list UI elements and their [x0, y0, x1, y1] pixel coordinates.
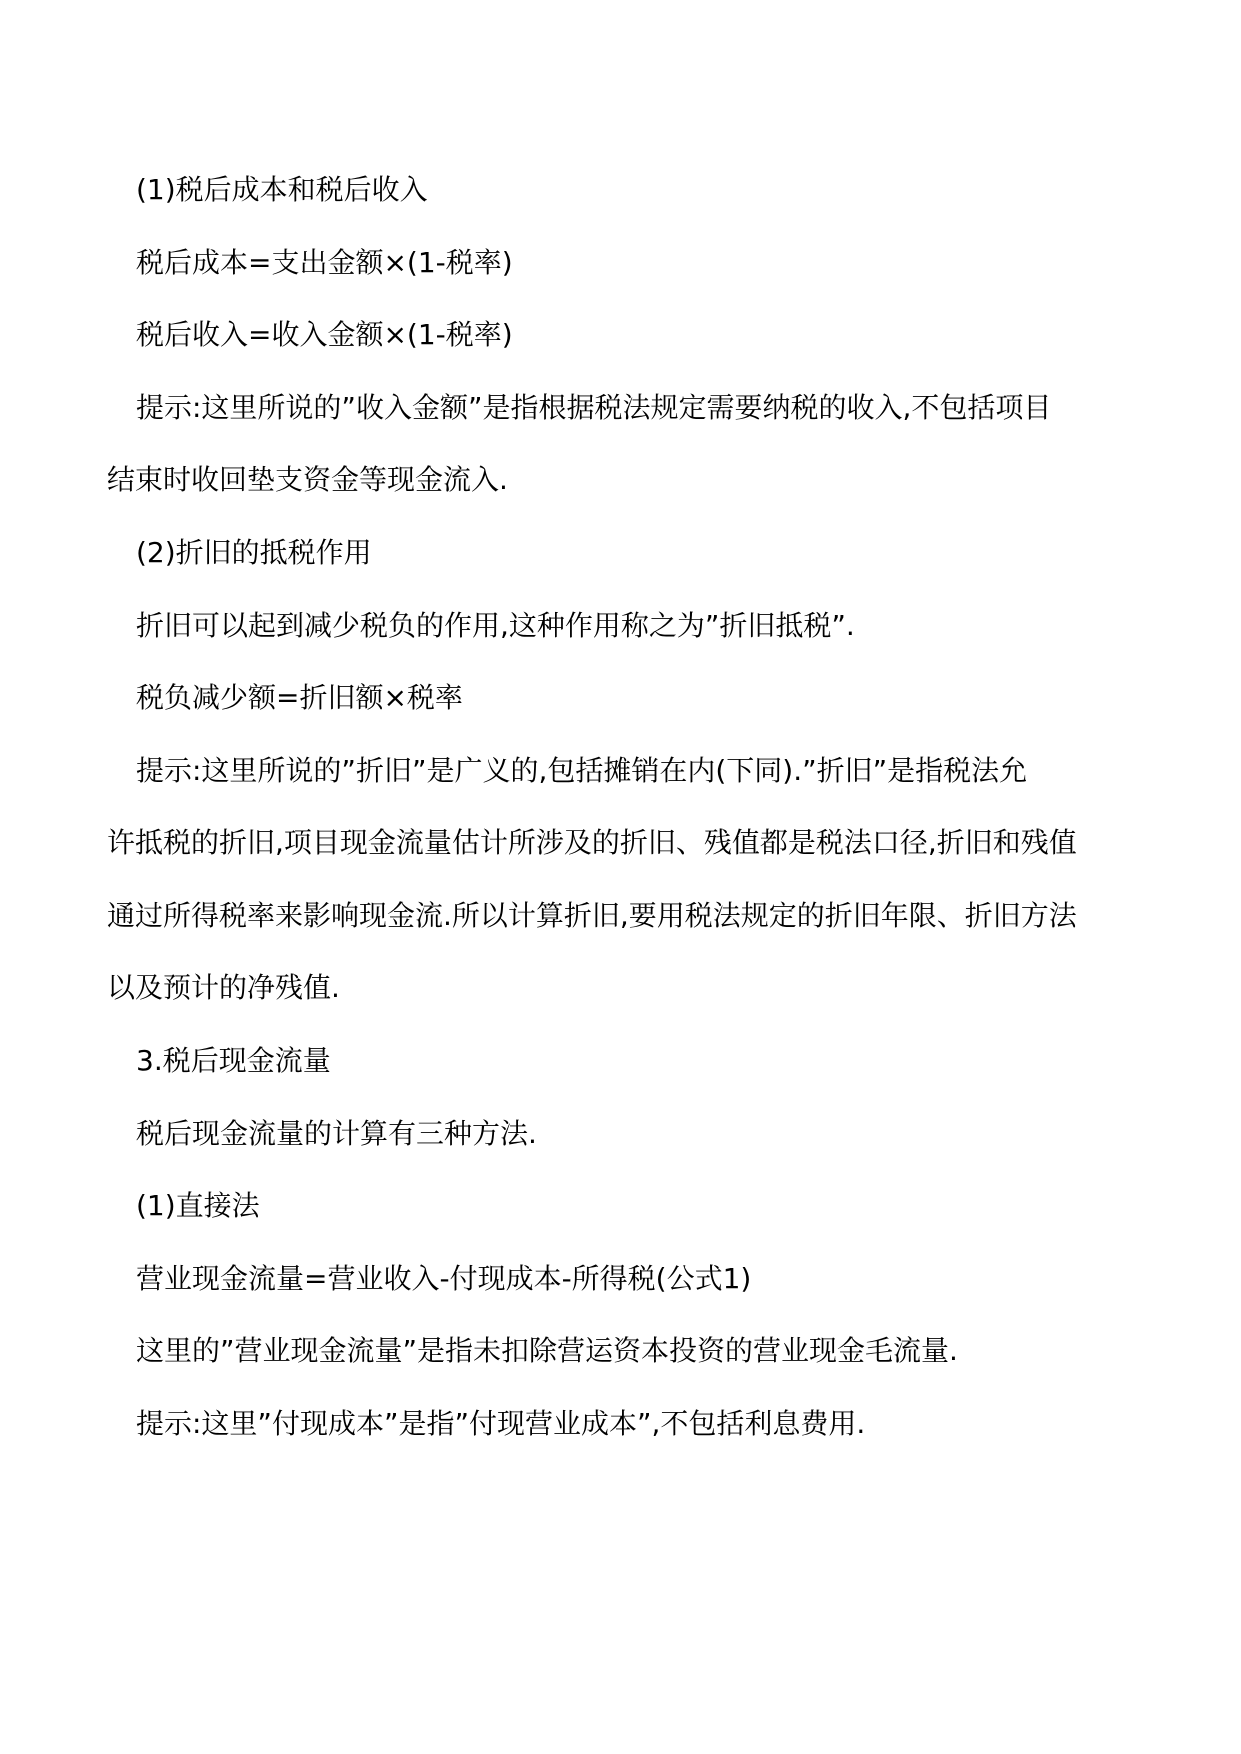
hint-depreciation-line4: 以及预计的净残值.	[107, 971, 340, 1004]
heading-after-tax-cash-flow: 3.税后现金流量	[136, 1044, 331, 1077]
hint-income-amount-line2: 结束时收回垫支资金等现金流入.	[107, 463, 508, 496]
hint-depreciation-line2: 许抵税的折旧,项目现金流量估计所涉及的折旧、残值都是税法口径,折旧和残值	[107, 826, 1077, 859]
formula-after-tax-cost: 税后成本=支出金额×(1-税率)	[136, 246, 513, 279]
heading-depreciation-tax-shield: (2)折旧的抵税作用	[136, 536, 372, 569]
hint-cash-cost: 提示:这里”付现成本”是指”付现营业成本”,不包括利息费用.	[136, 1407, 866, 1440]
formula-tax-reduction: 税负减少额=折旧额×税率	[136, 681, 463, 714]
hint-depreciation-line1: 提示:这里所说的”折旧”是广义的,包括摊销在内(下同).”折旧”是指税法允	[136, 754, 1028, 787]
formula-after-tax-income: 税后收入=收入金额×(1-税率)	[136, 318, 513, 351]
hint-depreciation-line3: 通过所得税率来影响现金流.所以计算折旧,要用税法规定的折旧年限、折旧方法	[107, 899, 1077, 932]
paragraph-operating-cash-flow-definition: 这里的”营业现金流量”是指未扣除营运资本投资的营业现金毛流量.	[136, 1334, 958, 1367]
paragraph-depreciation-tax-shield: 折旧可以起到减少税负的作用,这种作用称之为”折旧抵税”.	[136, 609, 855, 642]
heading-direct-method: (1)直接法	[136, 1189, 260, 1222]
formula-operating-cash-flow: 营业现金流量=营业收入-付现成本-所得税(公式1)	[136, 1262, 752, 1295]
hint-income-amount-line1: 提示:这里所说的”收入金额”是指根据税法规定需要纳税的收入,不包括项目	[136, 391, 1052, 424]
paragraph-three-methods: 税后现金流量的计算有三种方法.	[136, 1117, 537, 1150]
heading-after-tax-cost-income: (1)税后成本和税后收入	[136, 173, 428, 206]
